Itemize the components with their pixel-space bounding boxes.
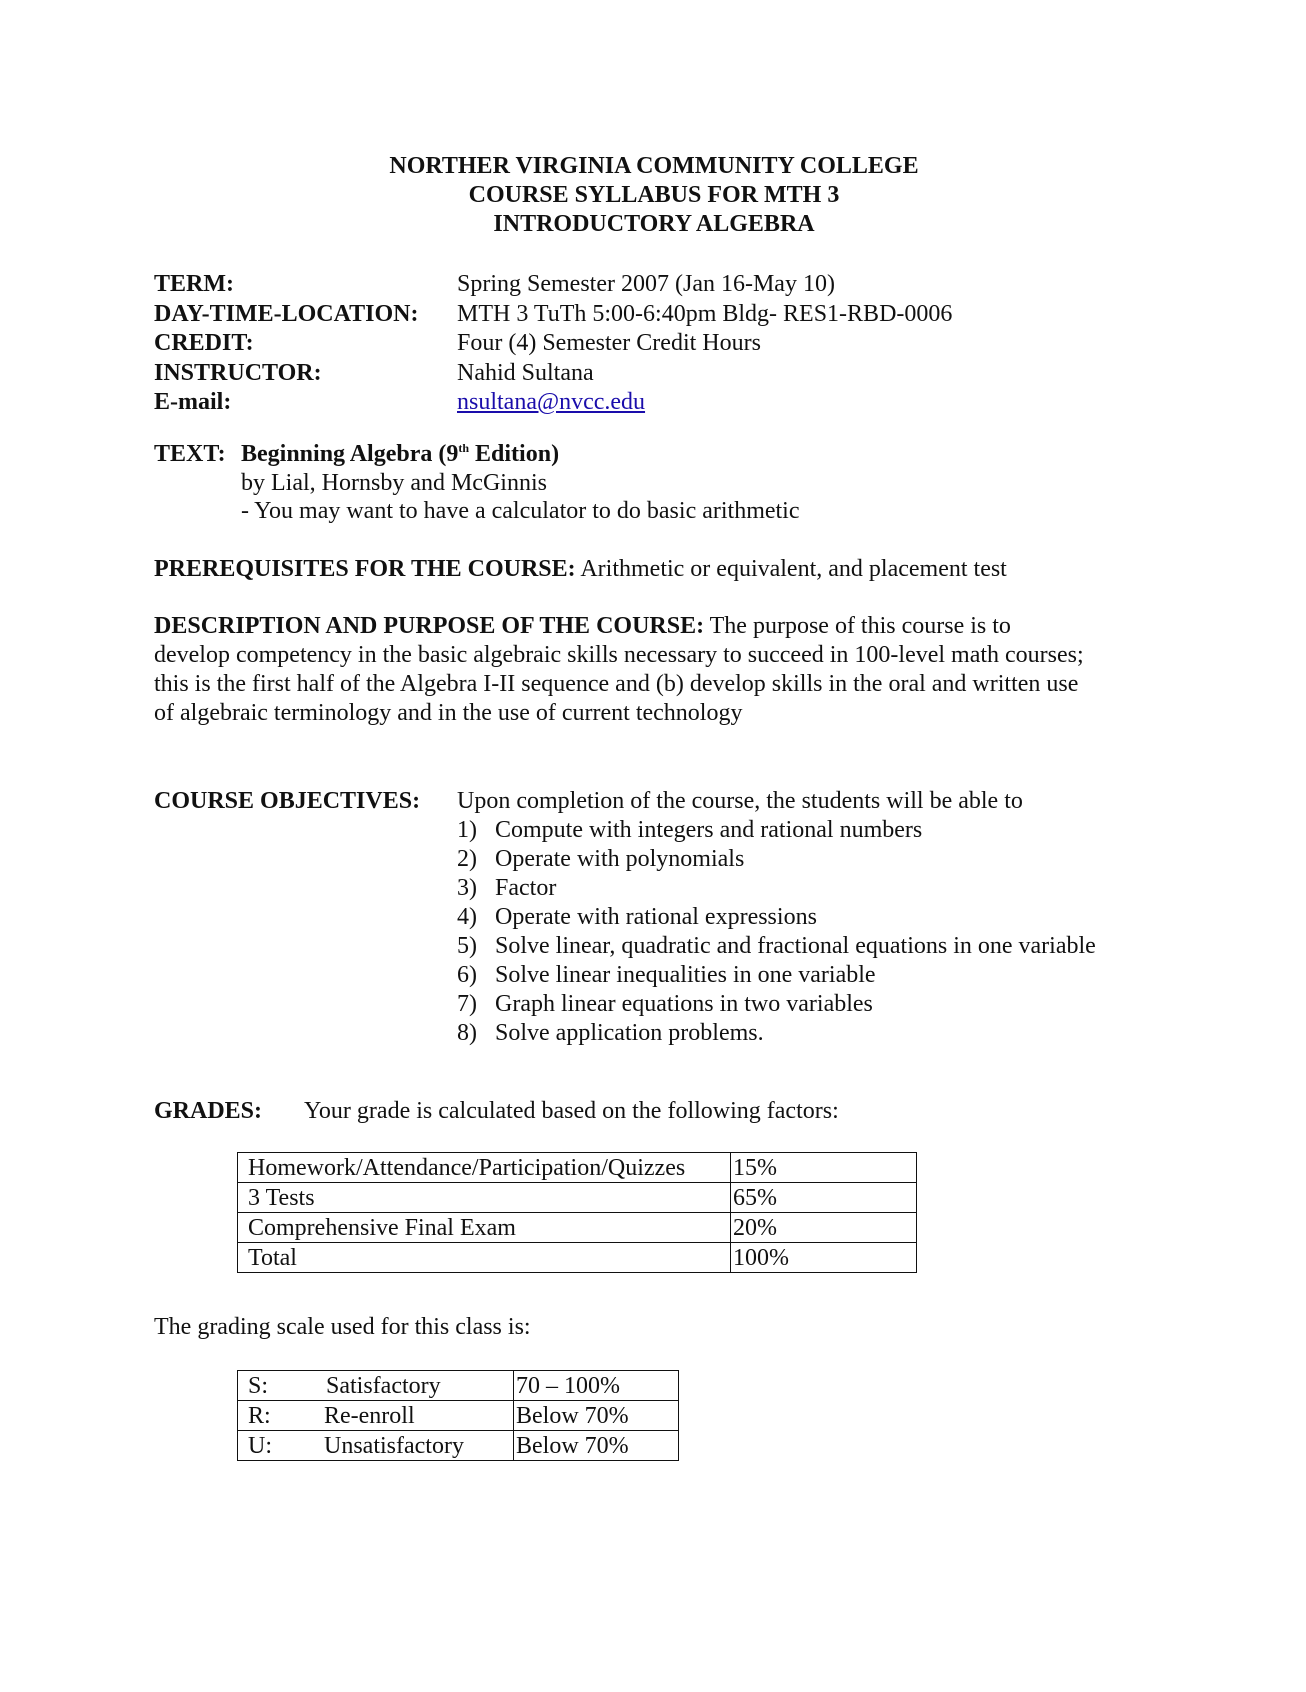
scale-name: Unsatisfactory: [324, 1432, 464, 1459]
table-cell: 20%: [731, 1213, 917, 1243]
table-cell: [238, 1431, 514, 1461]
table-cell: 100%: [731, 1243, 917, 1273]
table-row: [238, 1401, 679, 1431]
objectives-label: COURSE OBJECTIVES:: [154, 788, 421, 814]
credit-label: CREDIT:: [154, 330, 254, 356]
course-info: [154, 270, 1154, 418]
email-label: E-mail:: [154, 389, 232, 415]
objectives-intro: Upon completion of the course, the students will be able to: [457, 788, 1023, 814]
textbook-title-main: Beginning Algebra (9: [241, 441, 459, 467]
term-label: TERM:: [154, 271, 234, 297]
description-line-2: develop competency in the basic algebraic skills necessary to succeed in 100-level math courses;: [154, 642, 1084, 668]
item-number: 2): [457, 846, 477, 872]
info-row-location: [154, 300, 1154, 330]
description-label: DESCRIPTION AND PURPOSE OF THE COURSE:: [154, 613, 705, 639]
scale-code: R:: [248, 1402, 271, 1429]
location-value: MTH 3 TuTh 5:00-6:40pm Bldg- RES1-RBD-0006: [457, 300, 953, 327]
location-label: DAY-TIME-LOCATION:: [154, 300, 419, 327]
grading-scale-table: [237, 1370, 679, 1461]
table-cell: 65%: [731, 1183, 917, 1213]
table-cell: 3 Tests: [238, 1183, 731, 1213]
item-number: 1): [457, 817, 477, 843]
scale-intro: The grading scale used for this class is:: [154, 1314, 531, 1340]
info-row-term: [154, 270, 1154, 300]
item-text: Operate with rational expressions: [495, 904, 817, 930]
grades-intro: Your grade is calculated based on the following factors:: [304, 1098, 839, 1124]
scale-name: Satisfactory: [326, 1372, 441, 1399]
table-cell: 70 – 100%: [514, 1371, 679, 1401]
table-cell: Below 70%: [514, 1401, 679, 1431]
table-row: [238, 1431, 679, 1461]
table-cell: [238, 1371, 514, 1401]
calculator-note: - You may want to have a calculator to do basic arithmetic: [241, 498, 800, 524]
textbook-title-end: Edition): [469, 441, 560, 467]
course-title: INTRODUCTORY ALGEBRA: [493, 211, 815, 237]
table-row: [238, 1243, 917, 1273]
table-cell: Total: [238, 1243, 731, 1273]
info-row-instructor: [154, 359, 1154, 389]
scale-code: S:: [248, 1372, 269, 1399]
email-link[interactable]: nsultana@nvcc.edu: [457, 389, 646, 415]
prerequisites-value: Arithmetic or equivalent, and placement test: [575, 556, 1007, 582]
description-line-3: this is the first half of the Algebra I-II sequence and (b) develop skills in the oral and written use: [154, 671, 1079, 697]
item-text: Factor: [495, 875, 557, 901]
grade-weights-table: [237, 1152, 917, 1273]
item-number: 5): [457, 933, 477, 959]
textbook-title: [241, 440, 559, 469]
item-text: Compute with integers and rational numbers: [495, 817, 923, 843]
table-cell: 15%: [731, 1153, 917, 1183]
item-number: 3): [457, 875, 477, 901]
table-cell: [238, 1401, 514, 1431]
description-line-1: [154, 612, 1154, 641]
scale-code: U:: [248, 1432, 272, 1459]
prerequisites: [154, 555, 1007, 584]
term-value: Spring Semester 2007 (Jan 16-May 10): [457, 271, 835, 297]
table-cell: Comprehensive Final Exam: [238, 1213, 731, 1243]
item-number: 7): [457, 991, 477, 1017]
text-label: TEXT:: [154, 441, 226, 467]
item-text: Graph linear equations in two variables: [495, 991, 873, 1017]
scale-name: Re-enroll: [324, 1402, 415, 1429]
credit-value: Four (4) Semester Credit Hours: [457, 330, 761, 356]
item-number: 8): [457, 1020, 477, 1046]
item-text: Solve application problems.: [495, 1020, 764, 1046]
item-number: 6): [457, 962, 477, 988]
info-row-email: [154, 388, 1154, 418]
item-text: Solve linear, quadratic and fractional equations in one variable: [495, 933, 1096, 959]
table-cell: Homework/Attendance/Participation/Quizzes: [238, 1153, 731, 1183]
email-value-wrap: [457, 388, 645, 417]
table-row: [238, 1183, 917, 1213]
instructor-label: INSTRUCTOR:: [154, 359, 322, 386]
description-line-4: of algebraic terminology and in the use of current technology: [154, 700, 743, 726]
instructor-value: Nahid Sultana: [457, 359, 594, 386]
item-text: Operate with polynomials: [495, 846, 745, 872]
item-text: Solve linear inequalities in one variable: [495, 962, 876, 988]
info-row-credit: [154, 329, 1154, 359]
textbook-authors: by Lial, Hornsby and McGinnis: [241, 470, 547, 496]
grades-label: GRADES:: [154, 1098, 263, 1124]
grades-heading: [154, 1097, 262, 1126]
college-name: NORTHER VIRGINIA COMMUNITY COLLEGE: [389, 153, 919, 179]
table-row: [238, 1213, 917, 1243]
table-row: [238, 1371, 679, 1401]
item-number: 4): [457, 904, 477, 930]
description-text-1: The purpose of this course is to: [704, 613, 1011, 639]
syllabus-title: COURSE SYLLABUS FOR MTH 3: [468, 182, 840, 208]
document-header: [154, 152, 1154, 239]
prerequisites-label: PREREQUISITES FOR THE COURSE:: [154, 556, 576, 582]
textbook-title-sup: th: [458, 441, 470, 455]
table-row: [238, 1153, 917, 1183]
description: [154, 612, 1154, 728]
table-cell: Below 70%: [514, 1431, 679, 1461]
